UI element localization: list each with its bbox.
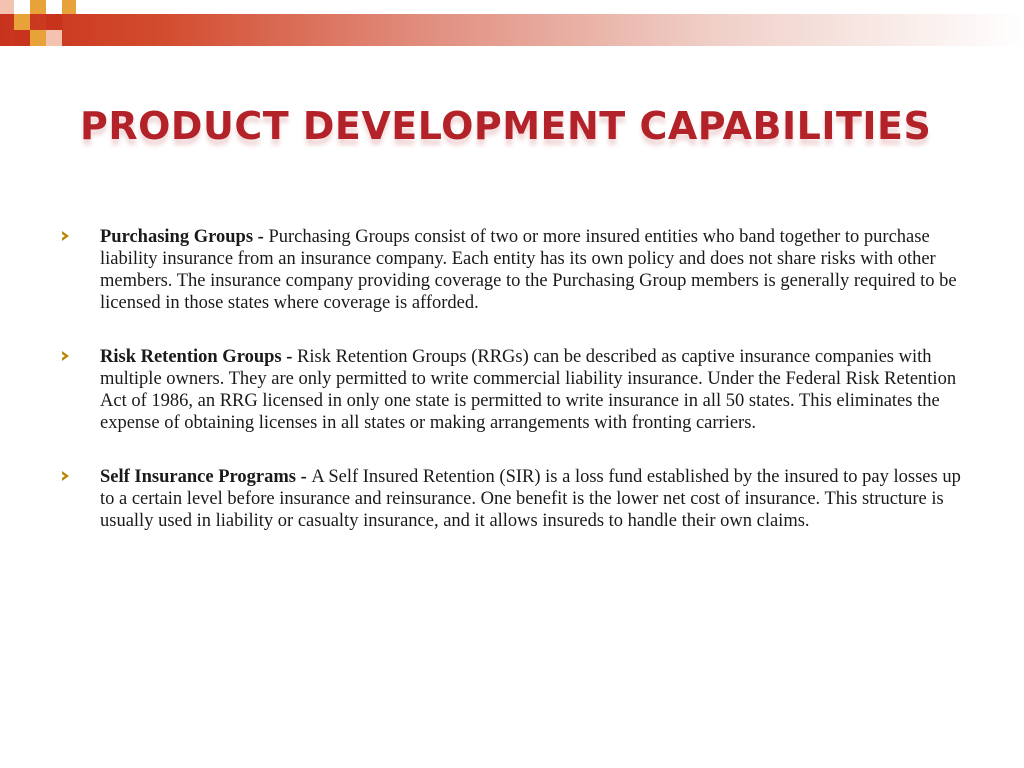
bullet-item [62, 346, 967, 434]
bullet-text: Purchasing Groups consist of two or more insured entities who band together to purchase liability insurance from an insurance company. Each entity has its own policy and does not share risks with other members. The insurance company providing coverage to the Purchasing Group members is generally required to be licensed in those states where coverage is afforded. [100, 227, 957, 313]
decor-square [62, 0, 76, 14]
decor-square [30, 30, 46, 46]
arrow-bullet-icon [62, 351, 69, 361]
bullet-item [62, 466, 967, 532]
arrow-bullet-icon [62, 231, 69, 241]
bullet-term: Self Insurance Programs - [100, 467, 312, 487]
bullet-text: Risk Retention Groups (RRGs) can be described as captive insurance companies with multiple owners. They are only permitted to write commercial liability insurance. Under the Federal Risk Retention Act of 1986, an RRG licensed in only one state is permitted to write insurance in all 50 states. This eliminates the expense of obtaining licenses in all states or making arrangements with fronting carriers. [100, 347, 957, 433]
decor-square [30, 0, 46, 14]
decor-square [0, 0, 14, 14]
bullet-list [62, 226, 967, 564]
decor-square [46, 30, 62, 46]
decor-square [14, 14, 30, 30]
bullet-text: A Self Insured Retention (SIR) is a loss fund established by the insured to pay losses up to a certain level before insurance and reinsurance. One benefit is the lower net cost of insurance. This structure is usually used in liability or casualty insurance, and it allows insureds to handle their own claims. [100, 467, 961, 531]
slide-title: PRODUCT DEVELOPMENT CAPABILITIES [80, 104, 932, 148]
bullet-item [62, 226, 967, 314]
decor-square [46, 14, 62, 30]
bullet-term: Risk Retention Groups - [100, 347, 298, 367]
arrow-bullet-icon [62, 471, 69, 481]
bullet-term: Purchasing Groups - [100, 227, 269, 247]
header-gradient-band [0, 14, 1024, 46]
decor-square [14, 30, 30, 46]
